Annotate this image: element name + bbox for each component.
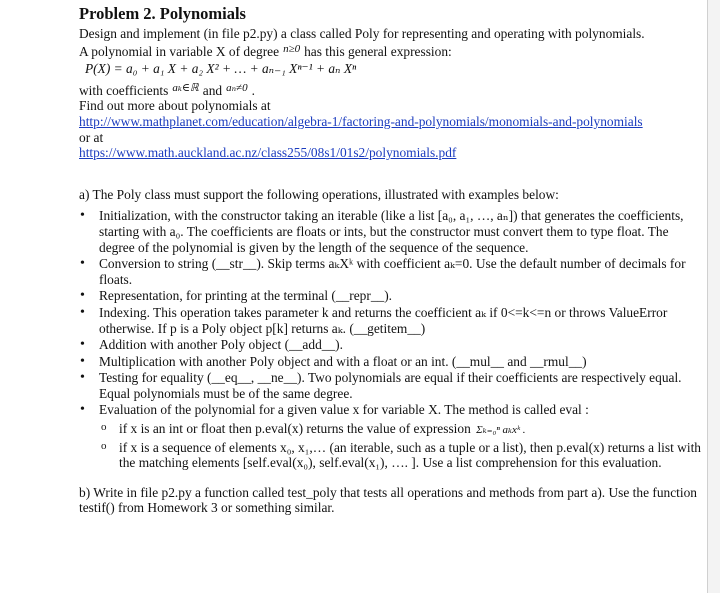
eval-case-scalar-text: if x is an int or float then p.eval(x) returns the value of expression bbox=[119, 421, 471, 437]
op-repr: • Representation, for printing at the terminal (__repr__). bbox=[79, 288, 704, 304]
op-str-conversion: • Conversion to string (__str__). Skip terms aₖXᵏ with coefficient aₖ=0. Use the default number of decimals for floats. bbox=[79, 256, 704, 287]
eval-case-sequence: o if x is a sequence of elements x₀, x₁,… (an iterable, such as a tuple or a list), then p.eval(x) returns a list with the matching elements [self.eval(x₀), self.eval(x₁), …. ]. Use a list comprehension for this evaluation. bbox=[99, 440, 704, 471]
degree-line-before: A polynomial in variable X of degree bbox=[79, 43, 280, 59]
page-right-margin bbox=[708, 0, 720, 593]
mathplanet-link[interactable]: http://www.mathplanet.com/education/algebra-1/factoring-and-polynomials/monomials-and-polynomials bbox=[79, 113, 643, 129]
auckland-link[interactable]: https://www.math.auckland.ac.nz/class255/08s1/01s2/polynomials.pdf bbox=[79, 145, 457, 161]
intro-paragraph: Design and implement (in file p2.py) a class called Poly for representing and operating with polynomials. bbox=[79, 26, 645, 41]
op-equality: • Testing for equality (__eq__, __ne__). Two polynomials are equal if their coefficients are respectively equal. Equal polynomials must be of the same degree. bbox=[79, 370, 704, 401]
coef-condition-2: aₙ≠0 bbox=[226, 81, 248, 94]
section-spacer bbox=[79, 161, 704, 187]
degree-condition: n≥0 bbox=[283, 42, 301, 55]
coef-before: with coefficients bbox=[79, 82, 169, 98]
or-at-text: or at bbox=[79, 129, 104, 145]
find-more-text: Find out more about polynomials at bbox=[79, 98, 271, 114]
document-body bbox=[79, 4, 704, 516]
operations-list bbox=[79, 208, 704, 471]
eval-sum-formula: Σₖ₌₀ⁿ aₖxᵏ . bbox=[476, 424, 526, 437]
op-multiplication: • Multiplication with another Poly object and with a float or an int. (__mul__ and __rmul__) bbox=[79, 354, 704, 370]
op-evaluation-text: Evaluation of the polynomial for a given value x for variable X. The method is called eval : bbox=[99, 402, 589, 418]
coef-condition-1: aₖ∈ℝ bbox=[172, 81, 199, 94]
eval-case-scalar bbox=[99, 421, 704, 439]
coef-middle: and bbox=[202, 82, 223, 98]
op-initialization: • Initialization, with the constructor taking an iterable (like a list [a₀, a₁, …, aₙ]) that generates the coefficients, starting with a₀. The coefficients are floats or ints, but the constructor must convert them to type float. The degree of the polynomial is given by the length of the sequence of the sequence. bbox=[79, 208, 704, 255]
part-b-paragraph: b) Write in file p2.py a function called test_poly that tests all operations and methods from part a). Use the function testif() from Homework 3 or something similar. bbox=[79, 484, 697, 516]
problem-title: Problem 2. Polynomials bbox=[79, 4, 246, 23]
eval-cases-list bbox=[99, 421, 704, 471]
part-a-intro: a) The Poly class must support the following operations, illustrated with examples below: bbox=[79, 186, 559, 202]
degree-line bbox=[79, 42, 704, 60]
degree-line-after: has this general expression: bbox=[304, 43, 452, 59]
op-addition: • Addition with another Poly object (__add__). bbox=[79, 337, 704, 353]
coef-after: . bbox=[251, 82, 255, 98]
op-evaluation bbox=[79, 402, 704, 470]
op-indexing: • Indexing. This operation takes parameter k and returns the coefficient aₖ if 0<=k<=n or throws ValueError otherwise. If p is a Poly object p[k] returns aₖ. (__getitem__) bbox=[79, 305, 704, 336]
general-formula: P(X) = a₀ + a₁ X + a₂ X² + … + aₙ₋₁ Xⁿ⁻¹ + aₙ Xⁿ bbox=[85, 61, 357, 77]
coefficients-line bbox=[79, 81, 704, 99]
